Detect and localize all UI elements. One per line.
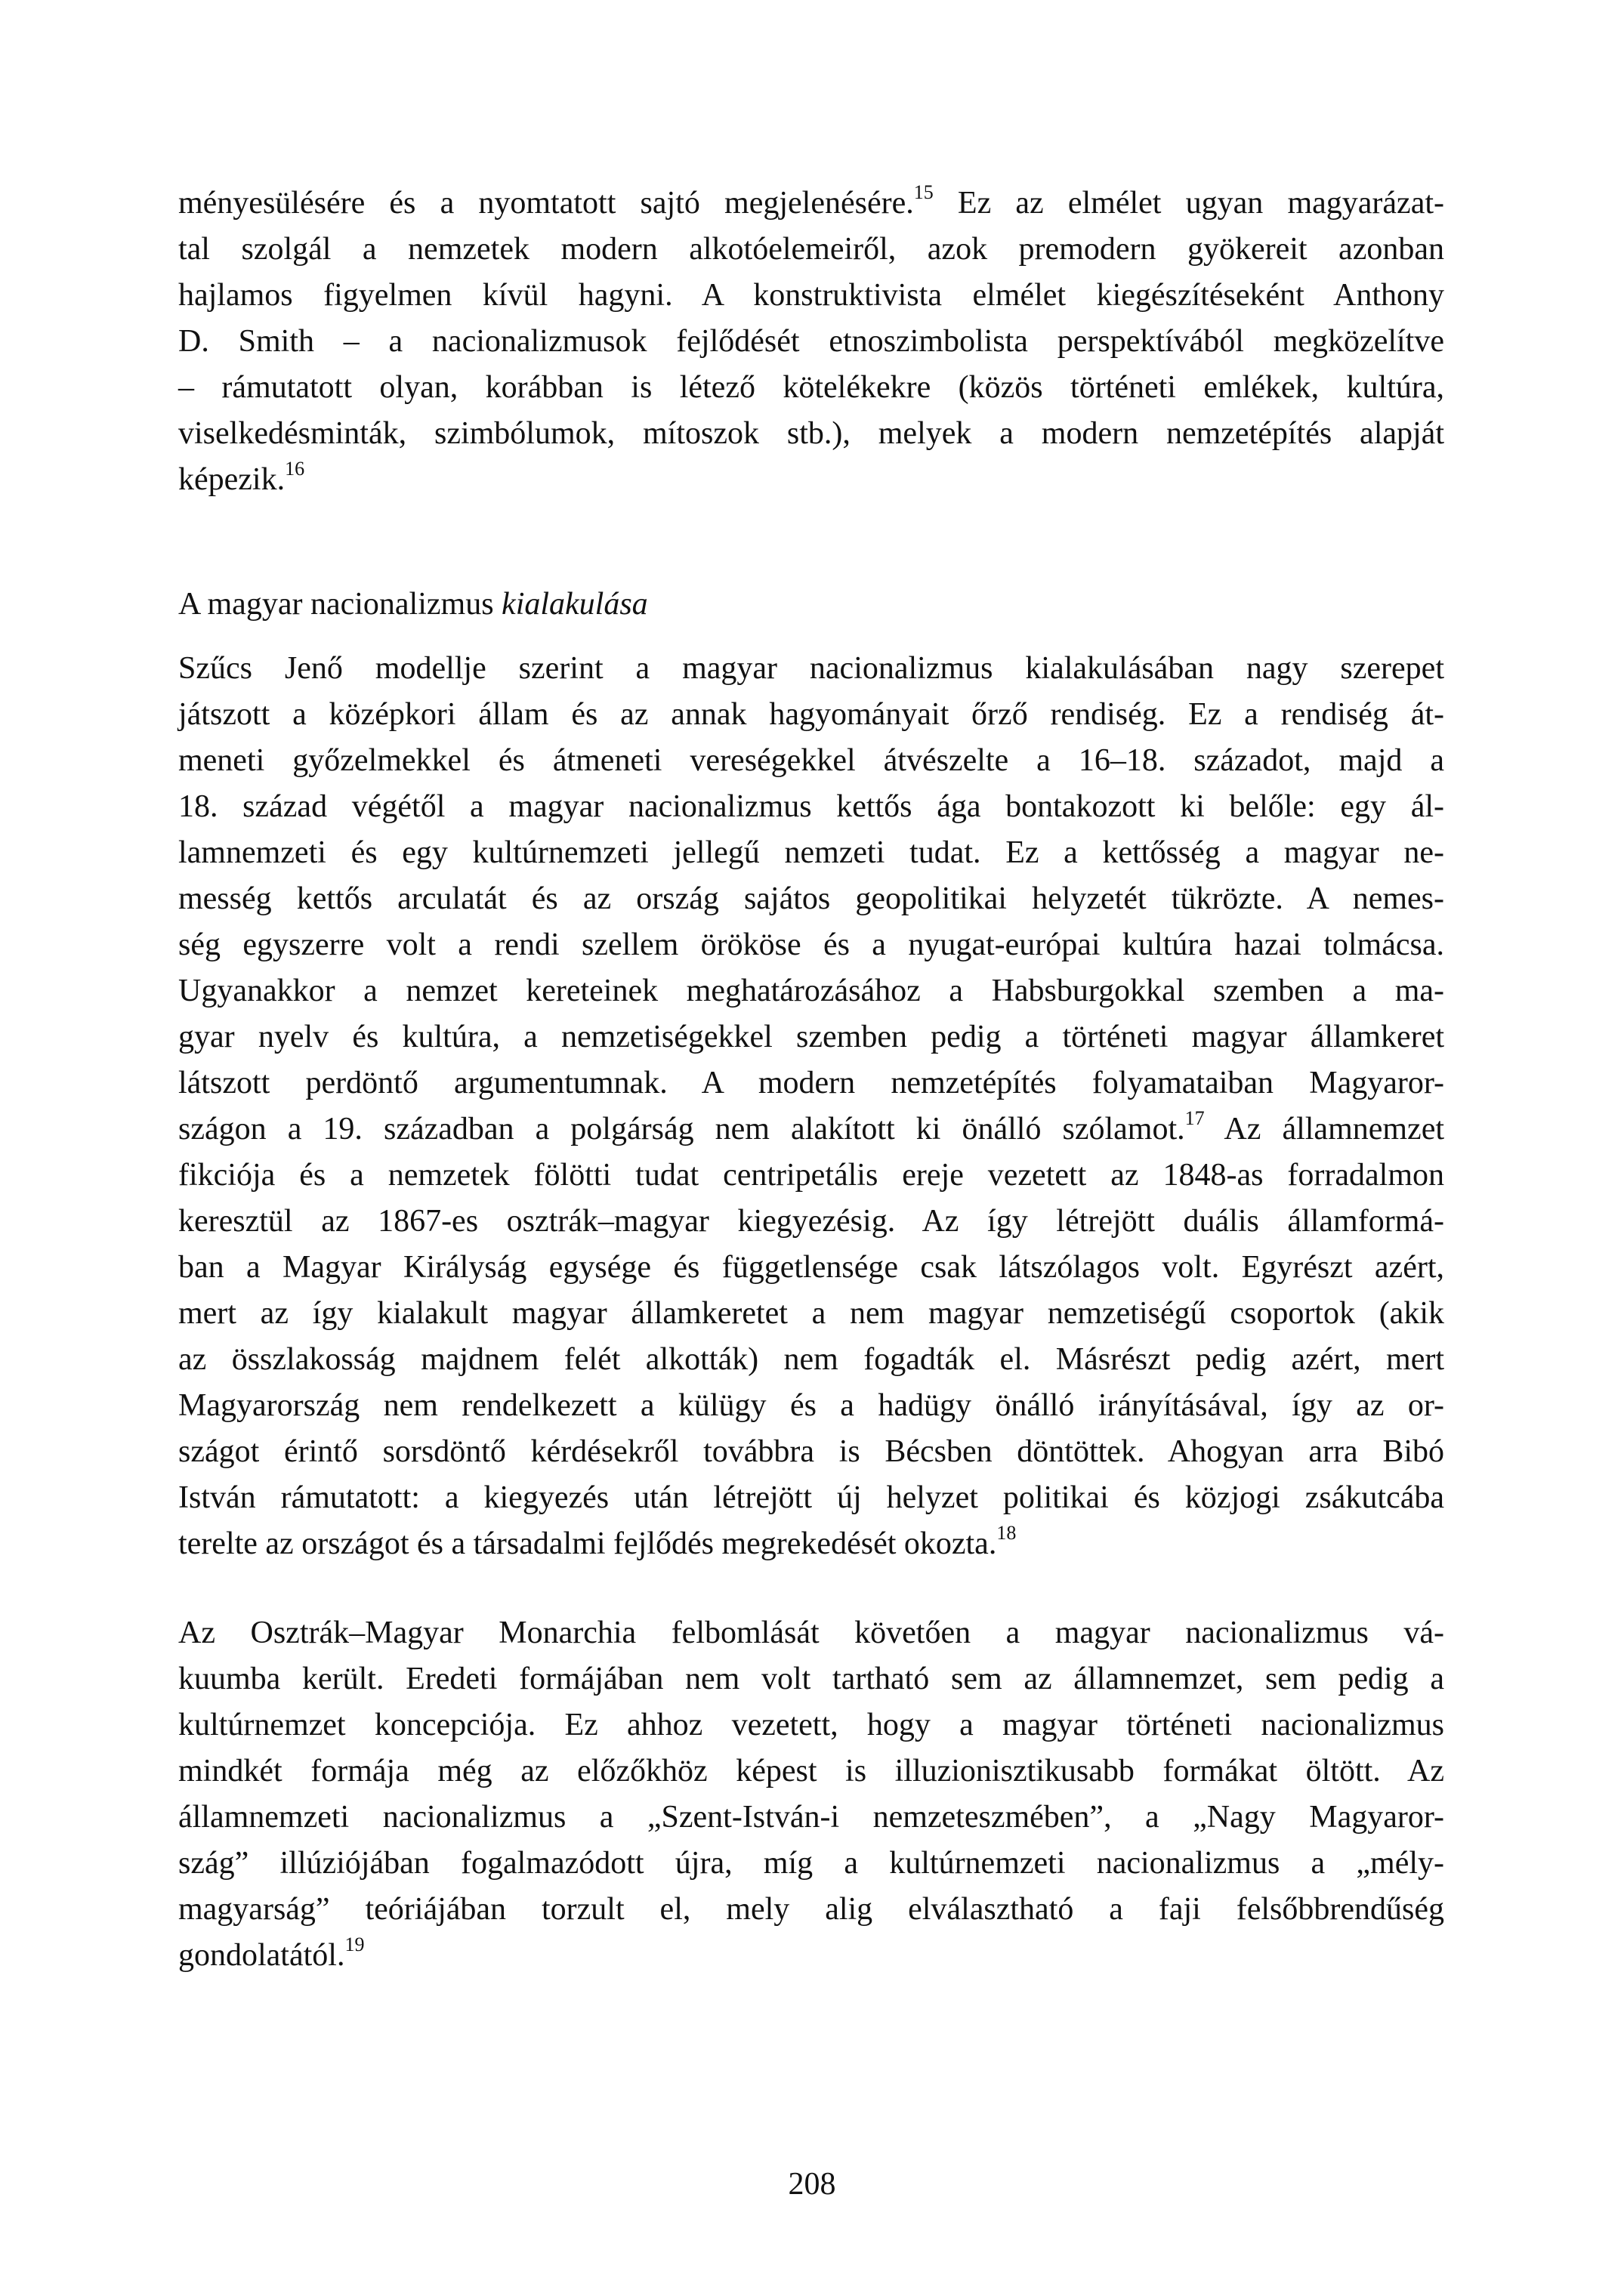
text-line: – rámutatott olyan, korábban is létező kötelékekre (közös történeti emlékek, kultúra, bbox=[178, 370, 1444, 405]
footnote-ref-16[interactable]: 16 bbox=[285, 458, 305, 480]
text-line: államnemzeti nacionalizmus a „Szent-István-i nemzeteszmében”, a „Nagy Magyaror- bbox=[178, 1800, 1444, 1835]
text-line: kultúrnemzet koncepciója. Ez ahhoz vezetett, hogy a magyar történeti nacionalizmus bbox=[178, 1708, 1444, 1742]
text-line: Ugyanakkor a nemzet kereteinek meghatározásához a Habsburgokkal szemben a ma- bbox=[178, 974, 1444, 1008]
text-line: kuumba került. Eredeti formájában nem volt tartható sem az államnemzet, sem pedig a bbox=[178, 1662, 1444, 1696]
text-line: messég kettős arculatát és az ország sajátos geopolitikai helyzetét tükrözte. A nemes- bbox=[178, 881, 1444, 916]
text-line: keresztül az 1867-es osztrák–magyar kiegyezésig. Az így létrejött duális államformá- bbox=[178, 1204, 1444, 1239]
footnote-ref-18[interactable]: 18 bbox=[996, 1522, 1017, 1544]
text-line: ban a Magyar Királyság egysége és függetlensége csak látszólagos volt. Egyrészt azért, bbox=[178, 1250, 1444, 1285]
text-line: terelte az országot és a társadalmi fejlődés megrekedését okozta.$^{18}$ bbox=[178, 1522, 1017, 1561]
text-line: képezik.$^{16}$ bbox=[178, 458, 305, 497]
text-line: szágon a 19. században a polgárság nem alakított ki önálló szólamot.$^{17}$ Az államnemzet bbox=[178, 1107, 1444, 1146]
text-line: szágot érintő sorsdöntő kérdésekről továbbra is Bécsben döntöttek. Ahogyan arra Bibó bbox=[178, 1434, 1444, 1469]
footnote-ref-17[interactable]: 17 bbox=[1184, 1107, 1205, 1129]
text-line: ményesülésére és a nyomtatott sajtó megjelenésére.$^{15}$ Ez az elmélet ugyan magyarázat- bbox=[178, 181, 1444, 221]
text-line: magyarság” teóriájában torzult el, mely alig elválasztható a faji felsőbbrendűség bbox=[178, 1892, 1444, 1927]
heading-regular: A magyar nacionalizmus bbox=[178, 587, 502, 622]
page-number: 208 bbox=[788, 2167, 836, 2202]
footnote-ref-19[interactable]: 19 bbox=[344, 1933, 365, 1955]
text-line: 18. század végétől a magyar nacionalizmus kettős ága bontakozott ki belőle: egy ál- bbox=[178, 789, 1444, 824]
text-line: tal szolgál a nemzetek modern alkotóelemeiről, azok premodern gyökereit azonban bbox=[178, 232, 1444, 267]
text-line: az összlakosság majdnem felét alkották) nem fogadták el. Másrészt pedig azért, mert bbox=[178, 1342, 1444, 1377]
text-line: mert az így kialakult magyar államkeretet a nem magyar nemzetiségű csoportok (akik bbox=[178, 1296, 1444, 1331]
text-line: gondolatától.$^{19}$ bbox=[178, 1933, 365, 1973]
text-line: mindkét formája még az előzőkhöz képest is illuzionisztikusabb formákat öltött. Az bbox=[178, 1754, 1444, 1788]
text-line: Magyarország nem rendelkezett a külügy és a hadügy önálló irányításával, így az or- bbox=[178, 1388, 1444, 1423]
text-line: szág” illúziójában fogalmazódott újra, míg a kultúrnemzeti nacionalizmus a „mély- bbox=[178, 1846, 1444, 1881]
text-line: Szűcs Jenő modellje szerint a magyar nacionalizmus kialakulásában nagy szerepet bbox=[178, 651, 1444, 686]
text-line: gyar nyelv és kultúra, a nemzetiségekkel szemben pedig a történeti magyar államkeret bbox=[178, 1020, 1444, 1054]
text-line: ség egyszerre volt a rendi szellem örököse és a nyugat-európai kultúra hazai tolmácsa. bbox=[178, 927, 1444, 962]
text-line: fikciója és a nemzetek fölötti tudat centripetális ereje vezetett az 1848-as forradalmon bbox=[178, 1158, 1444, 1193]
text-line: István rámutatott: a kiegyezés után létrejött új helyzet politikai és közjogi zsákutcába bbox=[178, 1480, 1444, 1515]
text-line: Az Osztrák–Magyar Monarchia felbomlását követően a magyar nacionalizmus vá- bbox=[178, 1616, 1444, 1650]
paragraph-1 bbox=[178, 181, 1444, 503]
paragraph-2 bbox=[178, 646, 1444, 1567]
text-line: lamnemzeti és egy kultúrnemzeti jellegű nemzeti tudat. Ez a kettősség a magyar ne- bbox=[178, 835, 1444, 870]
text-line: látszott perdöntő argumentumnak. A modern nemzetépítés folyamataiban Magyaror- bbox=[178, 1066, 1444, 1100]
text-line: D. Smith – a nacionalizmusok fejlődését etnoszimbolista perspektívából megközelítve bbox=[178, 324, 1444, 359]
text-line: hajlamos figyelmen kívül hagyni. A konstruktivista elmélet kiegészítéseként Anthony bbox=[178, 278, 1444, 313]
heading-italic: kialakulása bbox=[502, 587, 648, 622]
footnote-ref-15[interactable]: 15 bbox=[913, 181, 934, 203]
text-line: meneti győzelmekkel és átmeneti vereségekkel átvészelte a 16–18. századot, majd a bbox=[178, 743, 1444, 778]
paragraph-3 bbox=[178, 1610, 1444, 1979]
text-line: játszott a középkori állam és az annak hagyományait őrző rendiség. Ez a rendiség át- bbox=[178, 697, 1444, 732]
section-heading bbox=[178, 582, 648, 628]
text-line: viselkedésminták, szimbólumok, mítoszok stb.), melyek a modern nemzetépítés alapját bbox=[178, 416, 1444, 451]
